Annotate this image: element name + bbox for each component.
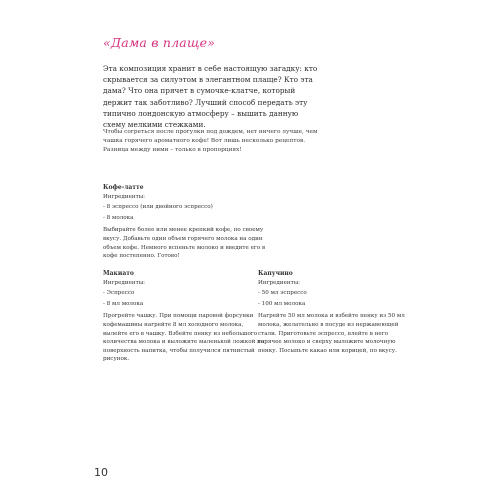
intro-paragraph: Эта композиция хранит в себе настоящую загадку: кто скрывается за силуэтом в элегантном плаще? Кто эта дама? Что она прячет в сумочке-клатче, который держит так заботливо? Лучший способ передать эту типично лондонскую атмосферу – вышить данную схему мелкими стежками. <box>103 64 318 130</box>
recipe-macchiato <box>103 270 269 364</box>
recipe-title: Капучино <box>258 270 293 277</box>
recipe-title: Макиато <box>103 270 134 277</box>
page-number: 10 <box>94 466 108 479</box>
ingredient-item: - 8 мл молока <box>103 300 144 307</box>
recipe-description: Прогрейте чашку. При помощи паровой форсунки кофемашины нагрейте 8 мл холодного молока, вылейте его в чашку. Взбейте пенку из небольшого количества молока и выложите маленькой ложкой на поверхность напитка, чтобы получился пятнистый рисунок. <box>103 313 265 363</box>
ingredient-item: - Эспрессо <box>103 290 135 297</box>
ingredients-label: Ингредиенты: <box>103 193 146 200</box>
recipe-description: Нагрейте 50 мл молока и взбейте пенку из 50 мл молока, желательно в посуде из нержавеющей стали. Приготовьте эспрессо, влейте в него горячее молоко и сверху выложите молочную пенку. Посыпьте какао или корицей, по вкусу. <box>258 313 405 354</box>
ingredients-label: Ингредиенты: <box>258 279 301 286</box>
ingredient-item: - 8 молока <box>103 214 134 221</box>
recipe-title: Кофе-латте <box>103 184 144 191</box>
ingredients-label: Ингредиенты: <box>103 279 146 286</box>
ingredient-item: - 8 эспрессо (или двойного эспрессо) <box>103 204 213 211</box>
ingredient-item: - 50 мл эспрессо <box>258 290 307 297</box>
recipe-latte <box>103 184 279 261</box>
ingredient-item: - 100 мл молока <box>258 300 306 307</box>
intro-note: Чтобы согреться после прогулки под дождем, нет ничего лучше, чем чашка горячего ароматного кофе! Вот лишь несколько рецептов. Разница между ними – только в пропорциях! <box>103 129 318 153</box>
recipe-cappuccino <box>258 270 406 355</box>
recipe-description: Выбирайте более или менее крепкий кофе, по своему вкусу. Добавьте один объем горячего молока на один объем кофе. Немного вспеньте молоко и введите его в кофе постепенно. Готово! <box>103 227 266 260</box>
page-title: «Дама в плаще» <box>103 35 216 50</box>
